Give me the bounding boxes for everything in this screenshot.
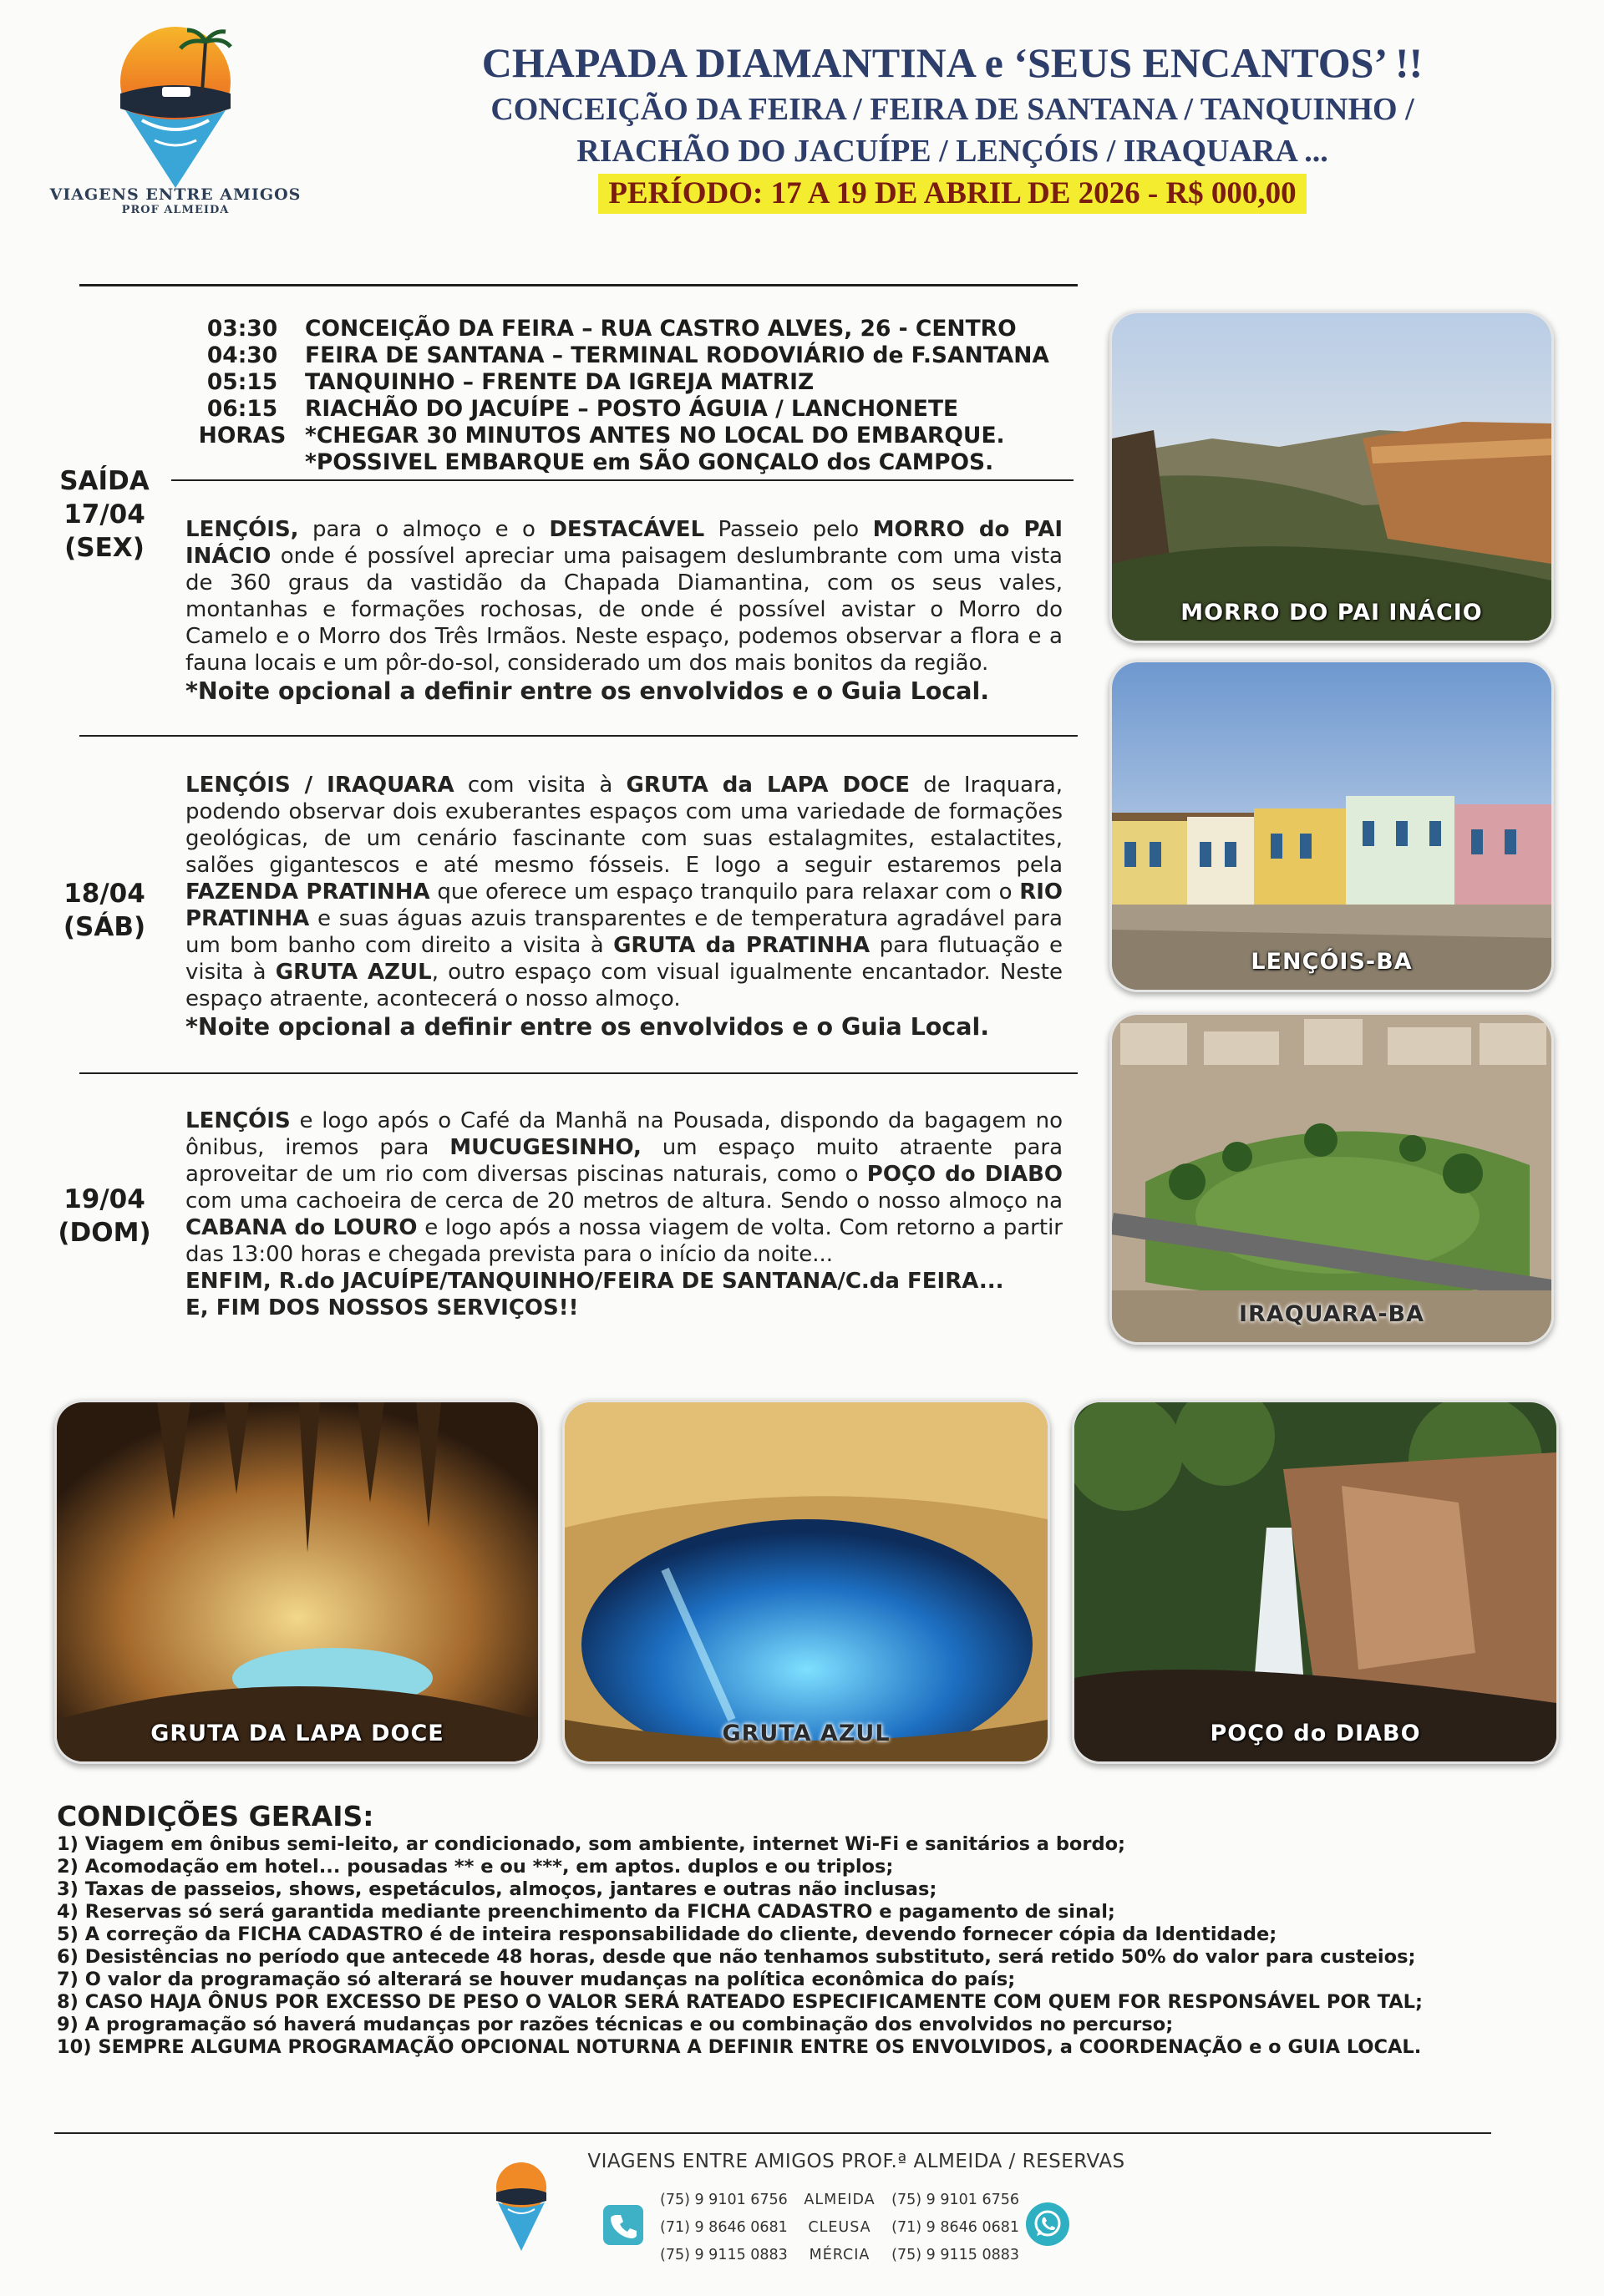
whatsapp-icon bbox=[1026, 2202, 1069, 2246]
condition-item: 8) CASO HAJA ÔNUS POR EXCESSO DE PESO O VALOR SERÁ RATEADO ESPECIFICAMENTE COM QUEM FOR RESPONSÁVEL POR TAL; bbox=[57, 1991, 1423, 2013]
photo-iraquara bbox=[1109, 1012, 1554, 1345]
day-3-description: LENÇÓIS e logo após o Café da Manhã na Pousada, dispondo da bagagem no ônibus, iremos para MUCUGESINHO, um espaço muito atraente para aproveitar de um rio com diversas piscinas naturais, como o POÇO do DIABO com uma cachoeira de cerca de 20 metros de altura. Sendo o nosso almoço na CABANA do LOURO e logo após a nossa viagem de volta. Com retorno a partir das 13:00 horas e chegada prevista para o início da noite... ENFIM, R.do JACUÍPE/TANQUINHO/FEIRA DE SANTANA/C.da FEIRA... E, FIM DOS NOSSOS SERVIÇOS!! bbox=[185, 1108, 1063, 1320]
day-2-label: 18/04 (SÁB) bbox=[63, 879, 146, 942]
page-title: CHAPADA DIAMANTINA e ‘SEUS ENCANTOS’ !! bbox=[481, 39, 1424, 86]
day-2-description: LENÇÓIS / IRAQUARA com visita à GRUTA da LAPA DOCE de Iraquara, podendo observar dois exuberantes espaços com uma variedade de formações geológicas, de um cenário fascinante com suas estalagmites, estalactites, salões gigantescos e até mesmo fósseis. E logo a seguir estaremos pela FAZENDA PRATINHA que oferece um espaço tranquilo para relaxar com o RIO PRATINHA e suas águas azuis transparentes e de temperatura agradável para um bom banho com direito a visita à GRUTA da PRATINHA para flutuação e visita à GRUTA AZUL, outro espaço com visual igualmente encantador. Neste espaço atraente, acontecerá o nosso almoço. *Noite opcional a definir entre os envolvidos e o Guia Local. bbox=[185, 773, 1063, 1041]
day-3-end-1: ENFIM, R.do JACUÍPE/TANQUINHO/FEIRA DE SANTANA/C.da FEIRA... bbox=[185, 1269, 1004, 1294]
photo-gruta-azul bbox=[562, 1400, 1050, 1764]
contact-row bbox=[660, 2242, 1019, 2269]
condition-item: 7) O valor da programação só alterará se houver mudanças na política econômica do país; bbox=[57, 1969, 1016, 1990]
photo-morro-pai-inacio bbox=[1109, 311, 1554, 643]
day-1-note: *Noite opcional a definir entre os envolvidos e o Guia Local. bbox=[185, 677, 990, 705]
contact-phone[interactable]: (75) 9 9115 0883 bbox=[660, 2247, 788, 2263]
divider-footer bbox=[54, 2132, 1491, 2134]
contact-name: MÉRCIA bbox=[809, 2247, 871, 2263]
logo-text bbox=[42, 185, 309, 216]
day-1-label: SAÍDA 17/04 (SEX) bbox=[59, 466, 150, 563]
route-line-2: RIACHÃO DO JACUÍPE / LENÇÓIS / IRAQUARA ... bbox=[576, 134, 1328, 169]
caption-lapa-doce: GRUTA DA LAPA DOCE bbox=[150, 1721, 444, 1746]
brand-logo bbox=[109, 17, 242, 192]
schedule-row: 06:15 RIACHÃO DO JACUÍPE – POSTO ÁGUIA / LANCHONETE bbox=[206, 396, 959, 422]
logo-line-2: PROF ALMEIDA bbox=[121, 204, 230, 216]
schedule-row: *POSSIVEL EMBARQUE em SÃO GONÇALO dos CAMPOS. bbox=[305, 449, 994, 475]
photo-gruta-lapa-doce bbox=[54, 1400, 541, 1764]
divider-schedule bbox=[171, 479, 1074, 481]
route-line-1: CONCEIÇÃO DA FEIRA / FEIRA DE SANTANA / TANQUINHO / bbox=[490, 92, 1414, 127]
header-titles bbox=[334, 37, 1571, 214]
contact-phone[interactable]: (71) 9 8646 0681 bbox=[660, 2219, 788, 2236]
condition-item: 2) Acomodação em hotel... pousadas ** e ou ***, em aptos. duplos e ou triplos; bbox=[57, 1856, 894, 1878]
logo-line-1: VIAGENS ENTRE AMIGOS bbox=[49, 185, 302, 204]
condition-item: 3) Taxas de passeios, shows, espetáculos, almoços, jantares e outras não inclusas; bbox=[57, 1878, 937, 1900]
schedule-row: 05:15 TANQUINHO – FRENTE DA IGREJA MATRIZ bbox=[206, 369, 815, 395]
divider-day-1 bbox=[79, 735, 1078, 737]
day-2-note: *Noite opcional a definir entre os envolvidos e o Guia Local. bbox=[185, 1013, 990, 1041]
contact-row bbox=[660, 2214, 1019, 2242]
caption-morro: MORRO DO PAI INÁCIO bbox=[1180, 600, 1483, 626]
contact-row bbox=[660, 2187, 1019, 2214]
schedule-row: 04:30 FEIRA DE SANTANA – TERMINAL RODOVIÁRIO de F.SANTANA bbox=[206, 342, 1049, 368]
footer-title: VIAGENS ENTRE AMIGOS PROF.ª ALMEIDA / RESERVAS bbox=[587, 2151, 1125, 2172]
departure-schedule bbox=[180, 316, 1065, 476]
contact-whatsapp[interactable]: (75) 9 9101 6756 bbox=[891, 2192, 1019, 2208]
contact-name: ALMEIDA bbox=[804, 2192, 876, 2208]
divider-day-2 bbox=[79, 1072, 1078, 1074]
contact-whatsapp[interactable]: (75) 9 9115 0883 bbox=[891, 2247, 1019, 2263]
schedule-row: HORAS *CHEGAR 30 MINUTOS ANTES NO LOCAL DO EMBARQUE. bbox=[198, 423, 1005, 449]
day-1-description: LENÇÓIS, para o almoço e o DESTACÁVEL Passeio pelo MORRO do PAI INÁCIO onde é possível apreciar uma paisagem deslumbrante com uma vista de 360 graus da vastidão da Chapada Diamantina, com os seus vales, montanhas e formações rochosas, de onde é possível avistar o Morro do Camelo e o Morro dos Três Irmãos. Neste espaço, podemos observar a flora e a fauna locais e um pôr-do-sol, considerado um dos mais bonitos da região. *Noite opcional a definir entre os envolvidos e o Guia Local. bbox=[185, 517, 1063, 705]
contact-phone[interactable]: (75) 9 9101 6756 bbox=[660, 2192, 788, 2208]
period-banner: PERÍODO: 17 A 19 DE ABRIL DE 2026 - R$ 000,00 bbox=[598, 174, 1306, 214]
footer-logo bbox=[491, 2159, 551, 2253]
condition-item: 6) Desistências no período que antecede 48 horas, desde que não tenhamos substituto, será retido 50% do valor para custeios; bbox=[57, 1946, 1416, 1968]
day-3-end-2: E, FIM DOS NOSSOS SERVIÇOS!! bbox=[185, 1295, 579, 1320]
divider-top bbox=[79, 284, 1078, 286]
day-3-label: 19/04 (DOM) bbox=[58, 1184, 151, 1248]
conditions-list bbox=[57, 1833, 1561, 2059]
conditions-title: CONDIÇÕES GERAIS: bbox=[57, 1800, 374, 1832]
schedule-row: 03:30 CONCEIÇÃO DA FEIRA – RUA CASTRO ALVES, 26 - CENTRO bbox=[206, 316, 1017, 342]
photo-poco-do-diabo bbox=[1072, 1400, 1559, 1764]
caption-lencois: LENÇÓIS-BA bbox=[1251, 949, 1413, 975]
condition-item: 5) A correção da FICHA CADASTRO é de inteira responsabilidade do cliente, devendo fornecer cópia da Identidade; bbox=[57, 1923, 1277, 1945]
phone-icon bbox=[603, 2205, 643, 2245]
caption-gruta-azul: GRUTA AZUL bbox=[722, 1721, 891, 1746]
condition-item: 4) Reservas só será garantida mediante preenchimento da FICHA CADASTRO e pagamento de sinal; bbox=[57, 1901, 1115, 1923]
condition-item: 1) Viagem em ônibus semi-leito, ar condicionado, som ambiente, internet Wi-Fi e sanitários a bordo; bbox=[57, 1833, 1126, 1855]
contact-list bbox=[660, 2187, 1019, 2269]
condition-item: 9) A programação só haverá mudanças por razões técnicas e ou combinação dos envolvidos no percurso; bbox=[57, 2014, 1174, 2035]
photo-lencois bbox=[1109, 660, 1554, 992]
condition-item: 10) SEMPRE ALGUMA PROGRAMAÇÃO OPCIONAL NOTURNA A DEFINIR ENTRE OS ENVOLVIDOS, a COORDENAÇÃO e o GUIA LOCAL. bbox=[57, 2036, 1422, 2058]
caption-iraquara: IRAQUARA-BA bbox=[1238, 1301, 1425, 1327]
contact-name: CLEUSA bbox=[808, 2219, 871, 2236]
caption-poco-do-diabo: POÇO do DIABO bbox=[1210, 1721, 1421, 1746]
contact-whatsapp[interactable]: (71) 9 8646 0681 bbox=[891, 2219, 1019, 2236]
